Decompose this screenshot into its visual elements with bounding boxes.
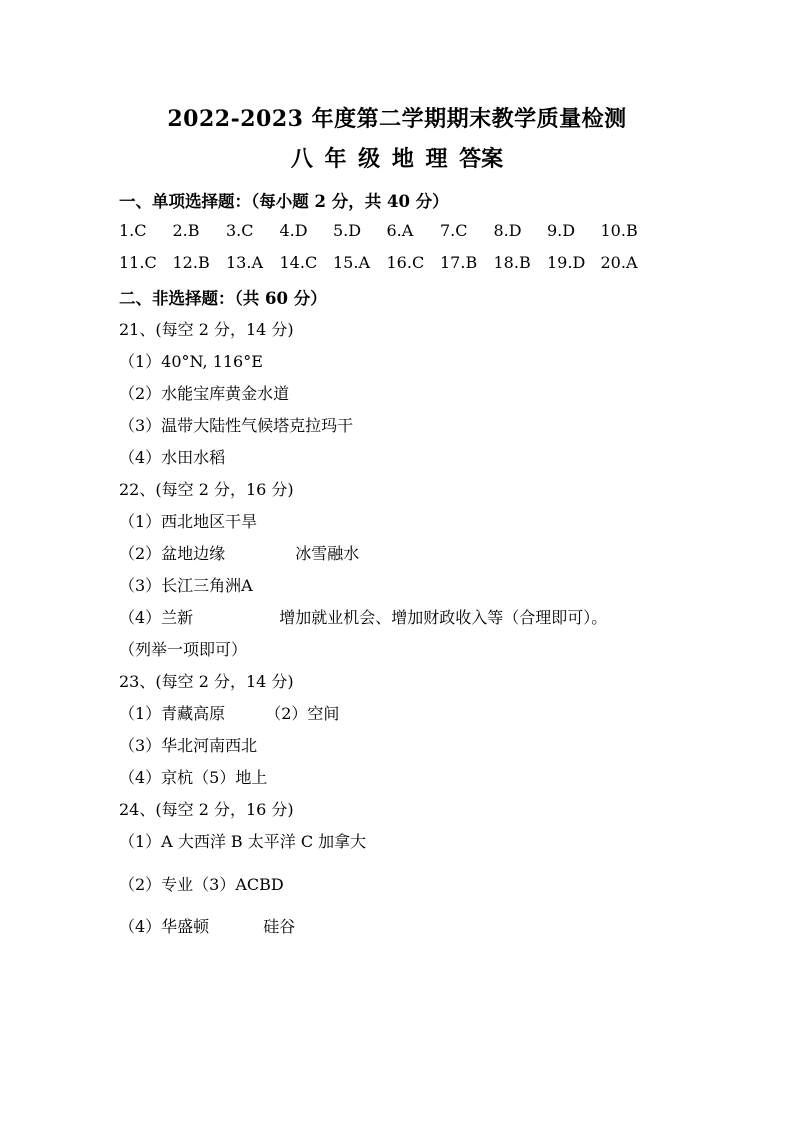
mc-answer: 7.C — [440, 221, 468, 240]
mc-answer: 13.A — [226, 253, 263, 272]
q23-answer-2: （2）空间 — [265, 704, 340, 723]
q22-answer-2b: 冰雪融水 — [295, 544, 360, 563]
mc-answers-row-1 — [119, 221, 654, 240]
document-title: 2022-2023 年度第二学期期末教学质量检测 — [167, 106, 627, 132]
q22-answer-4 — [119, 605, 607, 628]
q21-header: 21、(每空 2 分，14 分) — [119, 320, 294, 339]
mc-answer: 2.B — [172, 221, 200, 240]
q24-answer-4b: 硅谷 — [263, 917, 296, 936]
q21-answer-4: （4）水田水稻 — [119, 448, 226, 467]
mc-answer: 15.A — [333, 253, 370, 272]
mc-answer: 20.A — [600, 253, 638, 272]
q22-answer-1: （1）西北地区干旱 — [119, 512, 258, 531]
q24-answer-4a: （4）华盛顿 — [119, 917, 210, 936]
mc-answer: 4.D — [279, 221, 308, 240]
q22-answer-4-note: （列举一项即可） — [119, 640, 248, 659]
mc-answer: 14.C — [279, 253, 318, 272]
q23-answer-4-5: （4）京杭（5）地上 — [119, 768, 268, 787]
section1-heading: 一、单项选择题：（每小题 2 分，共 40 分） — [119, 192, 449, 211]
mc-answer: 8.D — [493, 221, 522, 240]
q23-answer-3: （3）华北河南西北 — [119, 736, 258, 755]
mc-answer: 19.D — [547, 253, 586, 272]
q22-answer-4a: （4）兰新 — [119, 608, 194, 627]
q22-header: 22、(每空 2 分，16 分) — [119, 480, 294, 499]
mc-answer: 1.C — [119, 221, 147, 240]
q23-answer-1: （1）青藏高原 — [119, 704, 226, 723]
mc-answer: 9.D — [547, 221, 576, 240]
q21-answer-3: （3）温带大陆性气候塔克拉玛干 — [119, 416, 354, 435]
q22-answer-3: （3）长江三角洲A — [119, 576, 253, 595]
q24-answer-1: （1）A 大西洋 B 太平洋 C 加拿大 — [119, 832, 367, 851]
mc-answer: 5.D — [333, 221, 362, 240]
q24-answer-4 — [119, 914, 295, 937]
mc-answer: 16.C — [386, 253, 425, 272]
mc-answers-row-2 — [119, 253, 654, 272]
mc-answer: 18.B — [493, 253, 531, 272]
mc-answer: 10.B — [600, 221, 638, 240]
mc-answer: 6.A — [386, 221, 414, 240]
mc-answer: 11.C — [119, 253, 157, 272]
q22-answer-2a: （2）盆地边缘 — [119, 544, 226, 563]
mc-answer: 12.B — [172, 253, 210, 272]
document-subtitle: 八 年 级 地 理 答案 — [290, 146, 504, 172]
q24-header: 24、(每空 2 分，16 分) — [119, 800, 294, 819]
q22-answer-2 — [119, 541, 359, 564]
mc-answer: 17.B — [440, 253, 478, 272]
mc-answer: 3.C — [226, 221, 254, 240]
section2-heading: 二、非选择题：（共 60 分） — [119, 289, 327, 308]
q22-answer-4b: 增加就业机会、增加财政收入等（合理即可）。 — [279, 608, 608, 627]
q21-answer-1: （1）40°N, 116°E — [119, 352, 263, 371]
q23-header: 23、(每空 2 分，14 分) — [119, 672, 294, 691]
q23-answer-1-2 — [119, 701, 339, 724]
q24-answer-2-3: （2）专业（3）ACBD — [119, 875, 284, 894]
q21-answer-2: （2）水能宝库黄金水道 — [119, 384, 290, 403]
